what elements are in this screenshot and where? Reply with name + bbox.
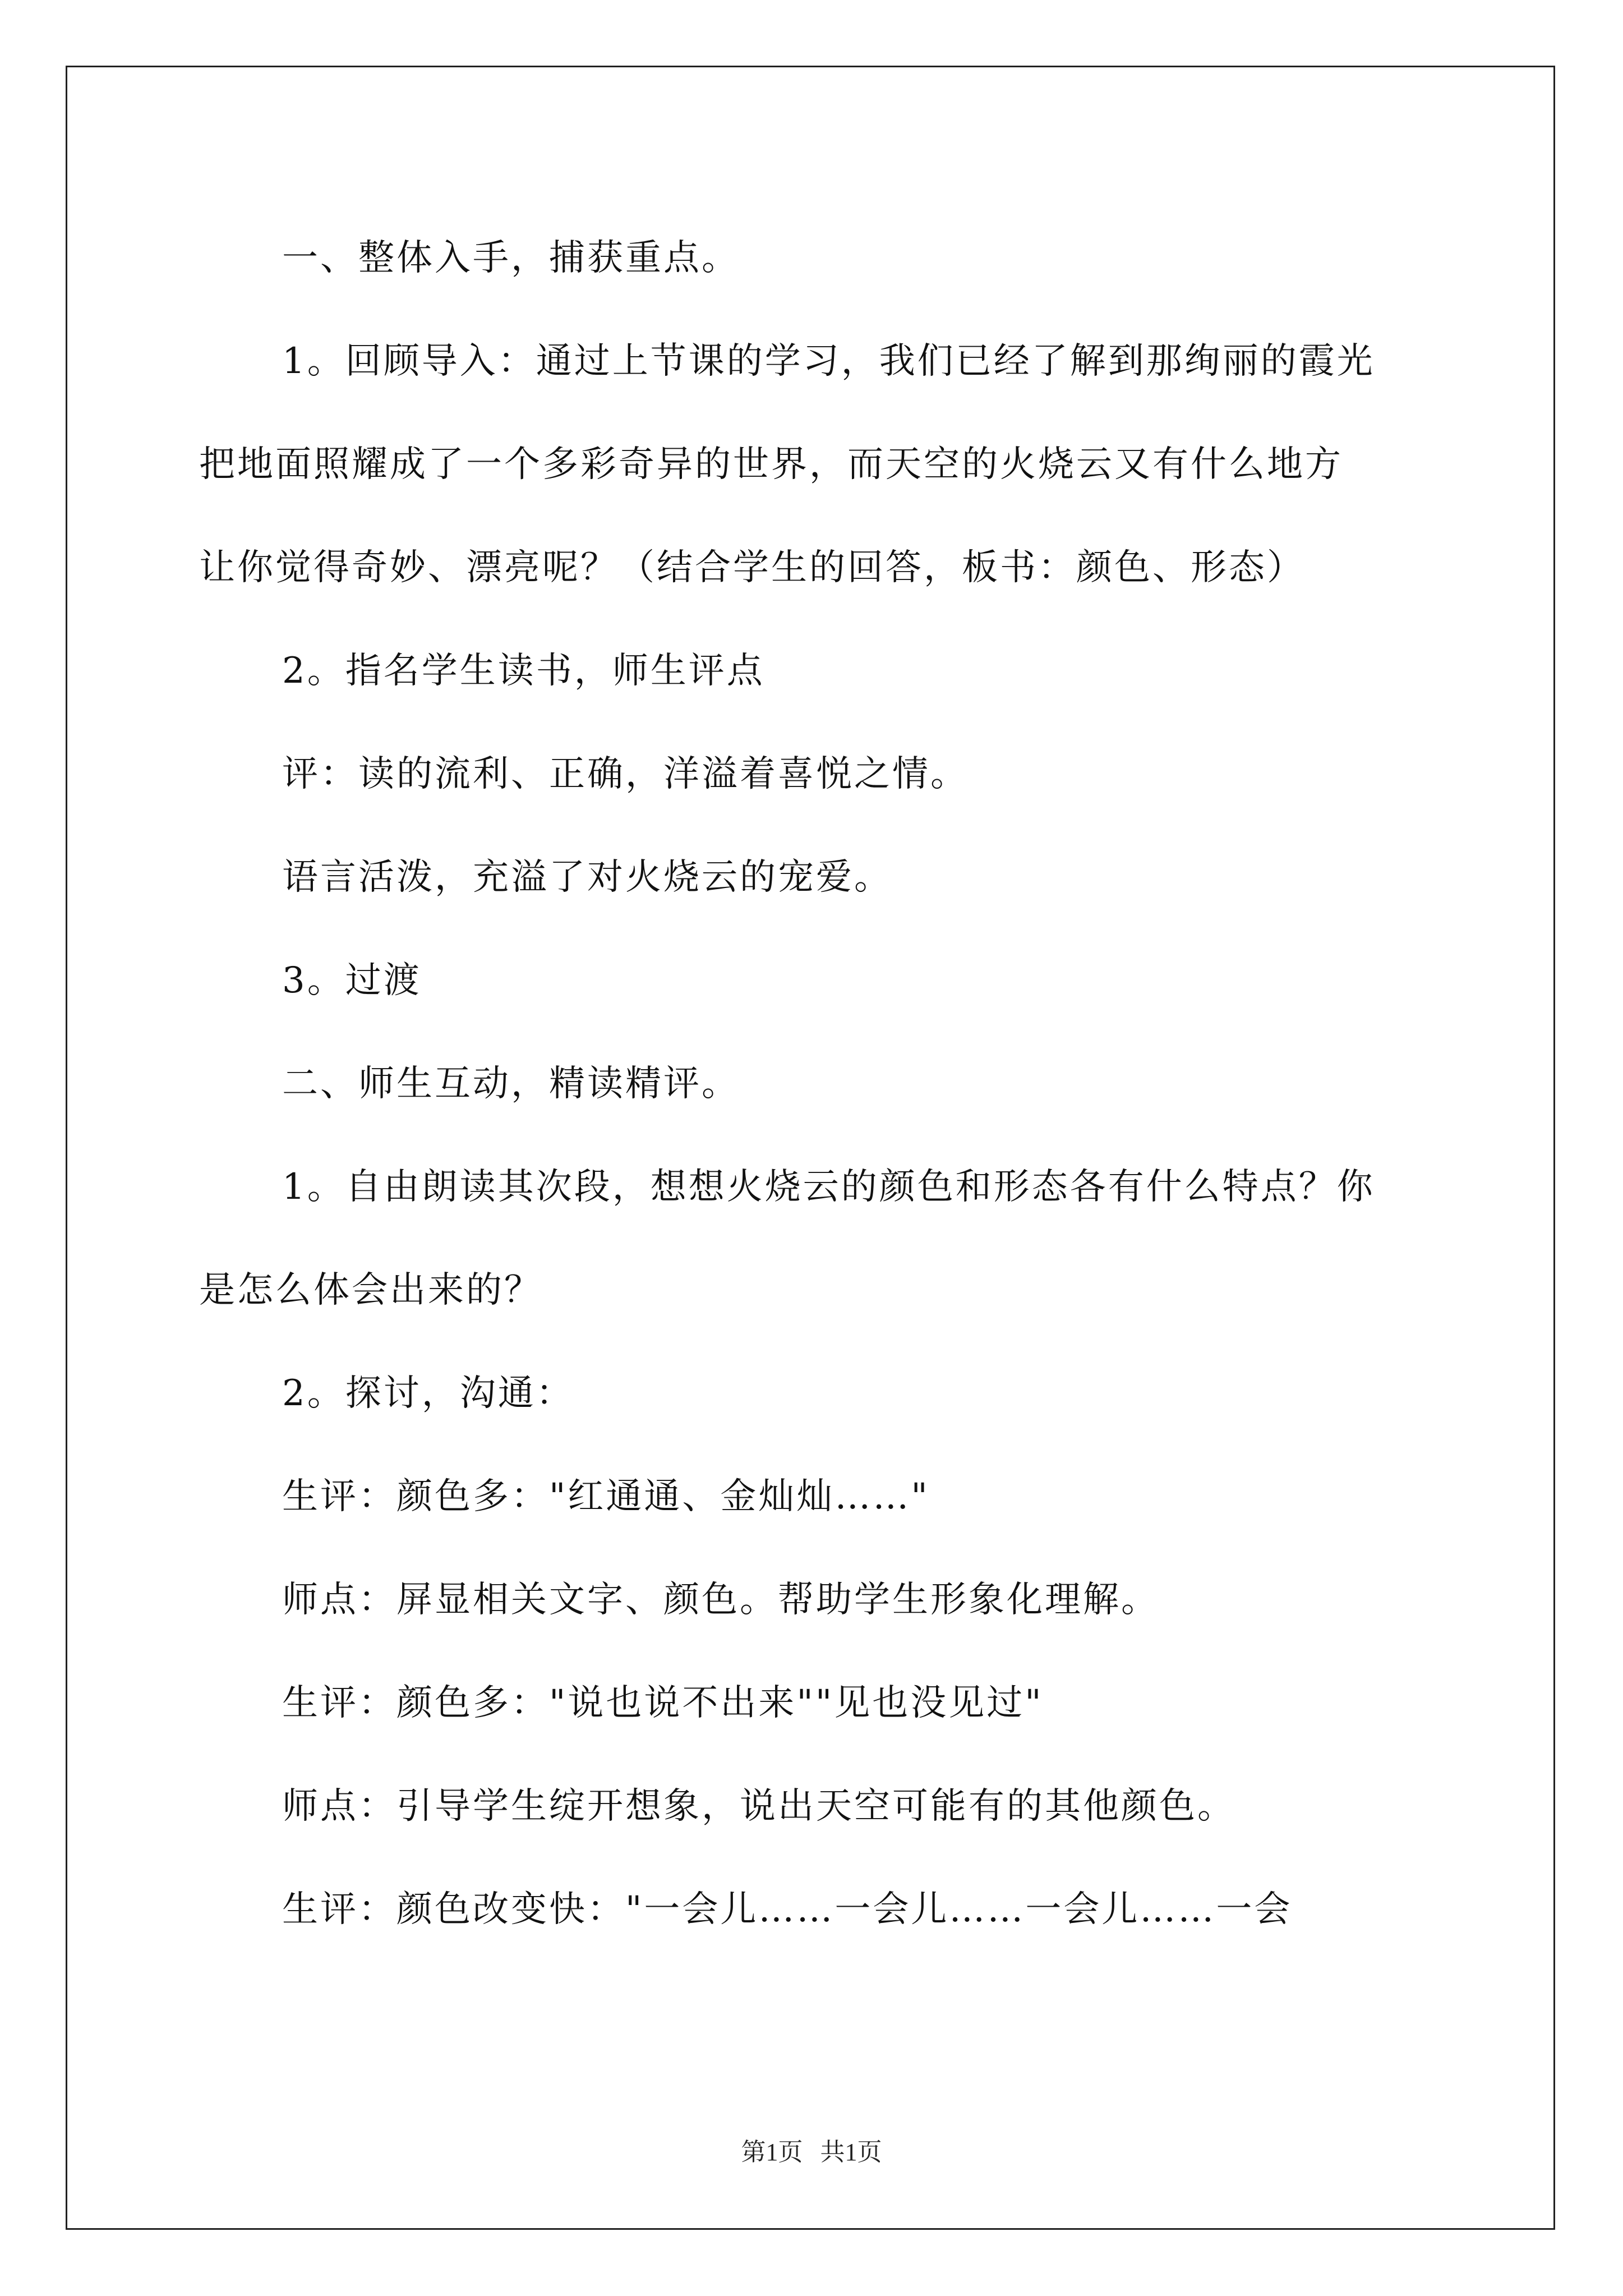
page-footer [0,2132,1623,2168]
text-line: 生评：颜色改变快："一会儿……一会儿……一会儿……一会 [282,1889,1293,1930]
page-total: 共1页 [820,2138,882,2166]
text-line: 是怎么体会出来的？ [199,1269,542,1311]
text-line: 评：读的流利、正确，洋溢着喜悦之情。 [282,753,969,795]
text-line: 把地面照耀成了一个多彩奇异的世界，而天空的火烧云又有什么地方 [199,444,1343,485]
text-line: 师点：屏显相关文字、颜色。帮助学生形象化理解。 [282,1579,1159,1621]
text-line: 1。自由朗读其次段，想想火烧云的颜色和形态各有什么特点？你 [282,1166,1375,1208]
document-body [199,206,1433,1961]
page-number: 第1页 [741,2138,803,2166]
text-line: 一、整体入手，捕获重点。 [282,237,740,279]
text-line: 3。过渡 [282,960,422,1001]
text-line: 2。探讨，沟通： [282,1373,574,1414]
text-line: 1。回顾导入：通过上节课的学习，我们已经了解到那绚丽的霞光 [282,341,1375,382]
text-line: 生评：颜色多："说也说不出来""见也没见过" [282,1682,1044,1724]
text-line: 二、师生互动，精读精评。 [282,1063,740,1105]
text-line: 2。指名学生读书，师生评点 [282,650,765,692]
text-line: 让你觉得奇妙、漂亮呢？（结合学生的回答，板书：颜色、形态） [199,547,1305,588]
text-line: 生评：颜色多："红通通、金灿灿……" [282,1476,930,1517]
text-line: 师点：引导学生绽开想象，说出天空可能有的其他颜色。 [282,1786,1235,1827]
text-line: 语言活泼，充溢了对火烧云的宠爱。 [282,857,892,898]
